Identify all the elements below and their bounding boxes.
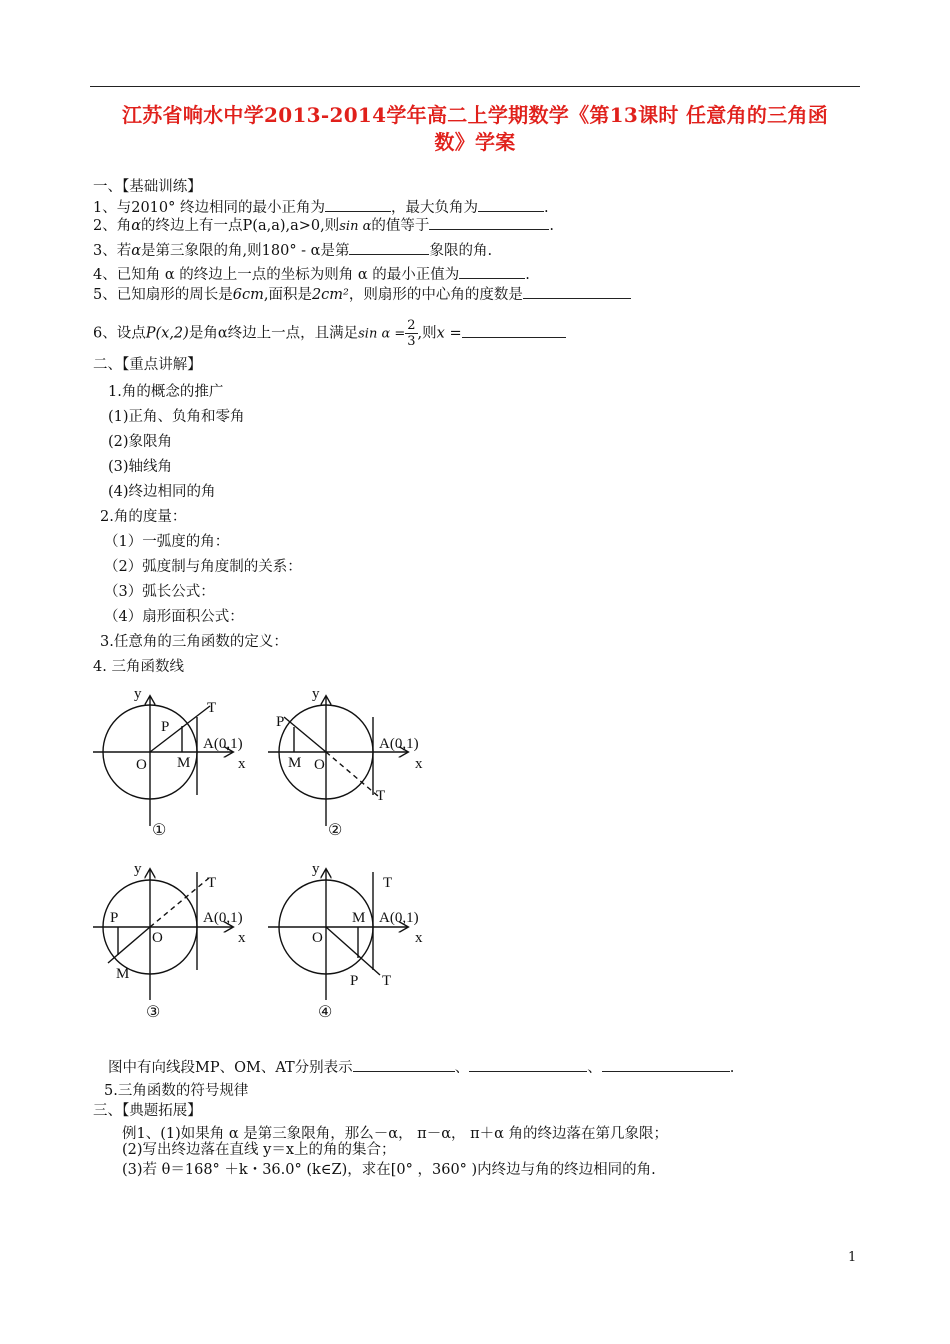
diagram-4	[268, 870, 407, 1000]
label-P: P	[161, 719, 170, 735]
label-y: y	[134, 686, 142, 702]
label-P: P	[350, 973, 359, 989]
diagram-caption-4: ④	[318, 1002, 333, 1021]
list-item: 3.任意角的三角函数的定义：	[100, 634, 288, 650]
list-item: 5.三角函数的符号规律	[104, 1083, 249, 1099]
label-O: O	[136, 757, 147, 773]
label-T: T	[207, 700, 217, 716]
label-M: M	[116, 966, 130, 982]
list-item: 2.角的度量：	[100, 509, 187, 525]
list-item: (3)轴线角	[108, 459, 173, 475]
page-title-line-2: 数》学案	[434, 130, 516, 154]
label-x: x	[238, 930, 246, 946]
diagram-1	[93, 697, 232, 826]
list-item: （2）弧度制与角度制的关系：	[104, 559, 302, 575]
question-4: 4、已知角 α 的终边上一点的坐标为则角 α 的最小正值为 .	[93, 264, 530, 284]
label-P: P	[276, 714, 285, 730]
example-1-part-2: (2)写出终边落在直线 y＝x上的角的集合；	[122, 1142, 396, 1158]
diagram-2	[268, 697, 407, 826]
question-6: 6、设点P(x,2)是角α终边上一点，且满足sin α = $\frac{2}{3}$ ,则x =	[93, 318, 566, 349]
label-M: M	[288, 755, 302, 771]
label-y: y	[312, 861, 320, 877]
question-3: 3、若α是第三象限的角,则180° - α是第 象限的角.	[93, 240, 492, 260]
label-y: y	[312, 686, 320, 702]
question-5: 5、已知扇形的周长是6cm,面积是2cm²，则扇形的中心角的度数是	[93, 284, 631, 304]
label-P: P	[110, 910, 119, 926]
section3-heading: 三、【典题拓展】	[93, 1103, 202, 1119]
example-1-part-1: 例1、(1)如果角 α 是第三象限角，那么－α， π－α， π＋α 角的终边落在第几象限；	[122, 1126, 669, 1142]
section1-heading: 一、【基础训练】	[93, 179, 202, 195]
label-T: T	[207, 875, 217, 891]
list-item: (4)终边相同的角	[108, 484, 216, 500]
question-1: 1、与2010° 终边相同的最小正角为 ，最大负角为 .	[93, 197, 549, 217]
label-O: O	[152, 930, 163, 946]
page-title-line-1: 江苏省响水中学2013-2014学年高二上学期数学《第13课时 任意角的三角函	[121, 103, 829, 127]
line-segments-question: 图中有向线段MP、OM、AT分别表示 、 、 .	[108, 1057, 734, 1077]
list-item: （4）扇形面积公式：	[104, 609, 244, 625]
label-x: x	[415, 756, 423, 772]
page-number: 1	[848, 1250, 857, 1265]
list-item: （3）弧长公式：	[104, 584, 215, 600]
label-T: T	[382, 973, 392, 989]
diagram-caption-1: ①	[152, 820, 167, 839]
list-item: 1.角的概念的推广	[108, 384, 224, 400]
label-A: A(0,1)	[203, 736, 243, 752]
label-O: O	[314, 757, 325, 773]
label-A: A(0,1)	[203, 910, 243, 926]
label-A: A(0,1)	[379, 910, 419, 926]
list-item: (2)象限角	[108, 434, 173, 450]
fraction-two-thirds: $\frac{2}{3}$	[407, 318, 416, 349]
diagram-caption-3: ③	[146, 1002, 161, 1021]
label-T: T	[376, 788, 386, 804]
label-M: M	[352, 910, 366, 926]
label-x: x	[415, 930, 423, 946]
label-A: A(0,1)	[379, 736, 419, 752]
section2-heading: 二、【重点讲解】	[93, 357, 202, 373]
list-item: (1)正角、负角和零角	[108, 409, 245, 425]
header-rule	[90, 86, 860, 87]
diagram-3	[93, 870, 232, 1000]
label-O: O	[312, 930, 323, 946]
label-x: x	[238, 756, 246, 772]
label-M: M	[177, 755, 191, 771]
list-item: （1）一弧度的角：	[104, 534, 230, 550]
example-1-part-3: (3)若 θ＝168° ＋k・36.0° (k∈Z)，求在[0° ，360° )内终边与角的终边相同的角.	[122, 1162, 656, 1178]
label-T: T	[383, 875, 393, 891]
question-2: 2、角α的终边上有一点P(a,a),a>0,则sin α的值等于 .	[93, 215, 554, 236]
label-y: y	[134, 861, 142, 877]
diagram-caption-2: ②	[328, 820, 343, 839]
list-item: 4. 三角函数线	[93, 659, 184, 675]
